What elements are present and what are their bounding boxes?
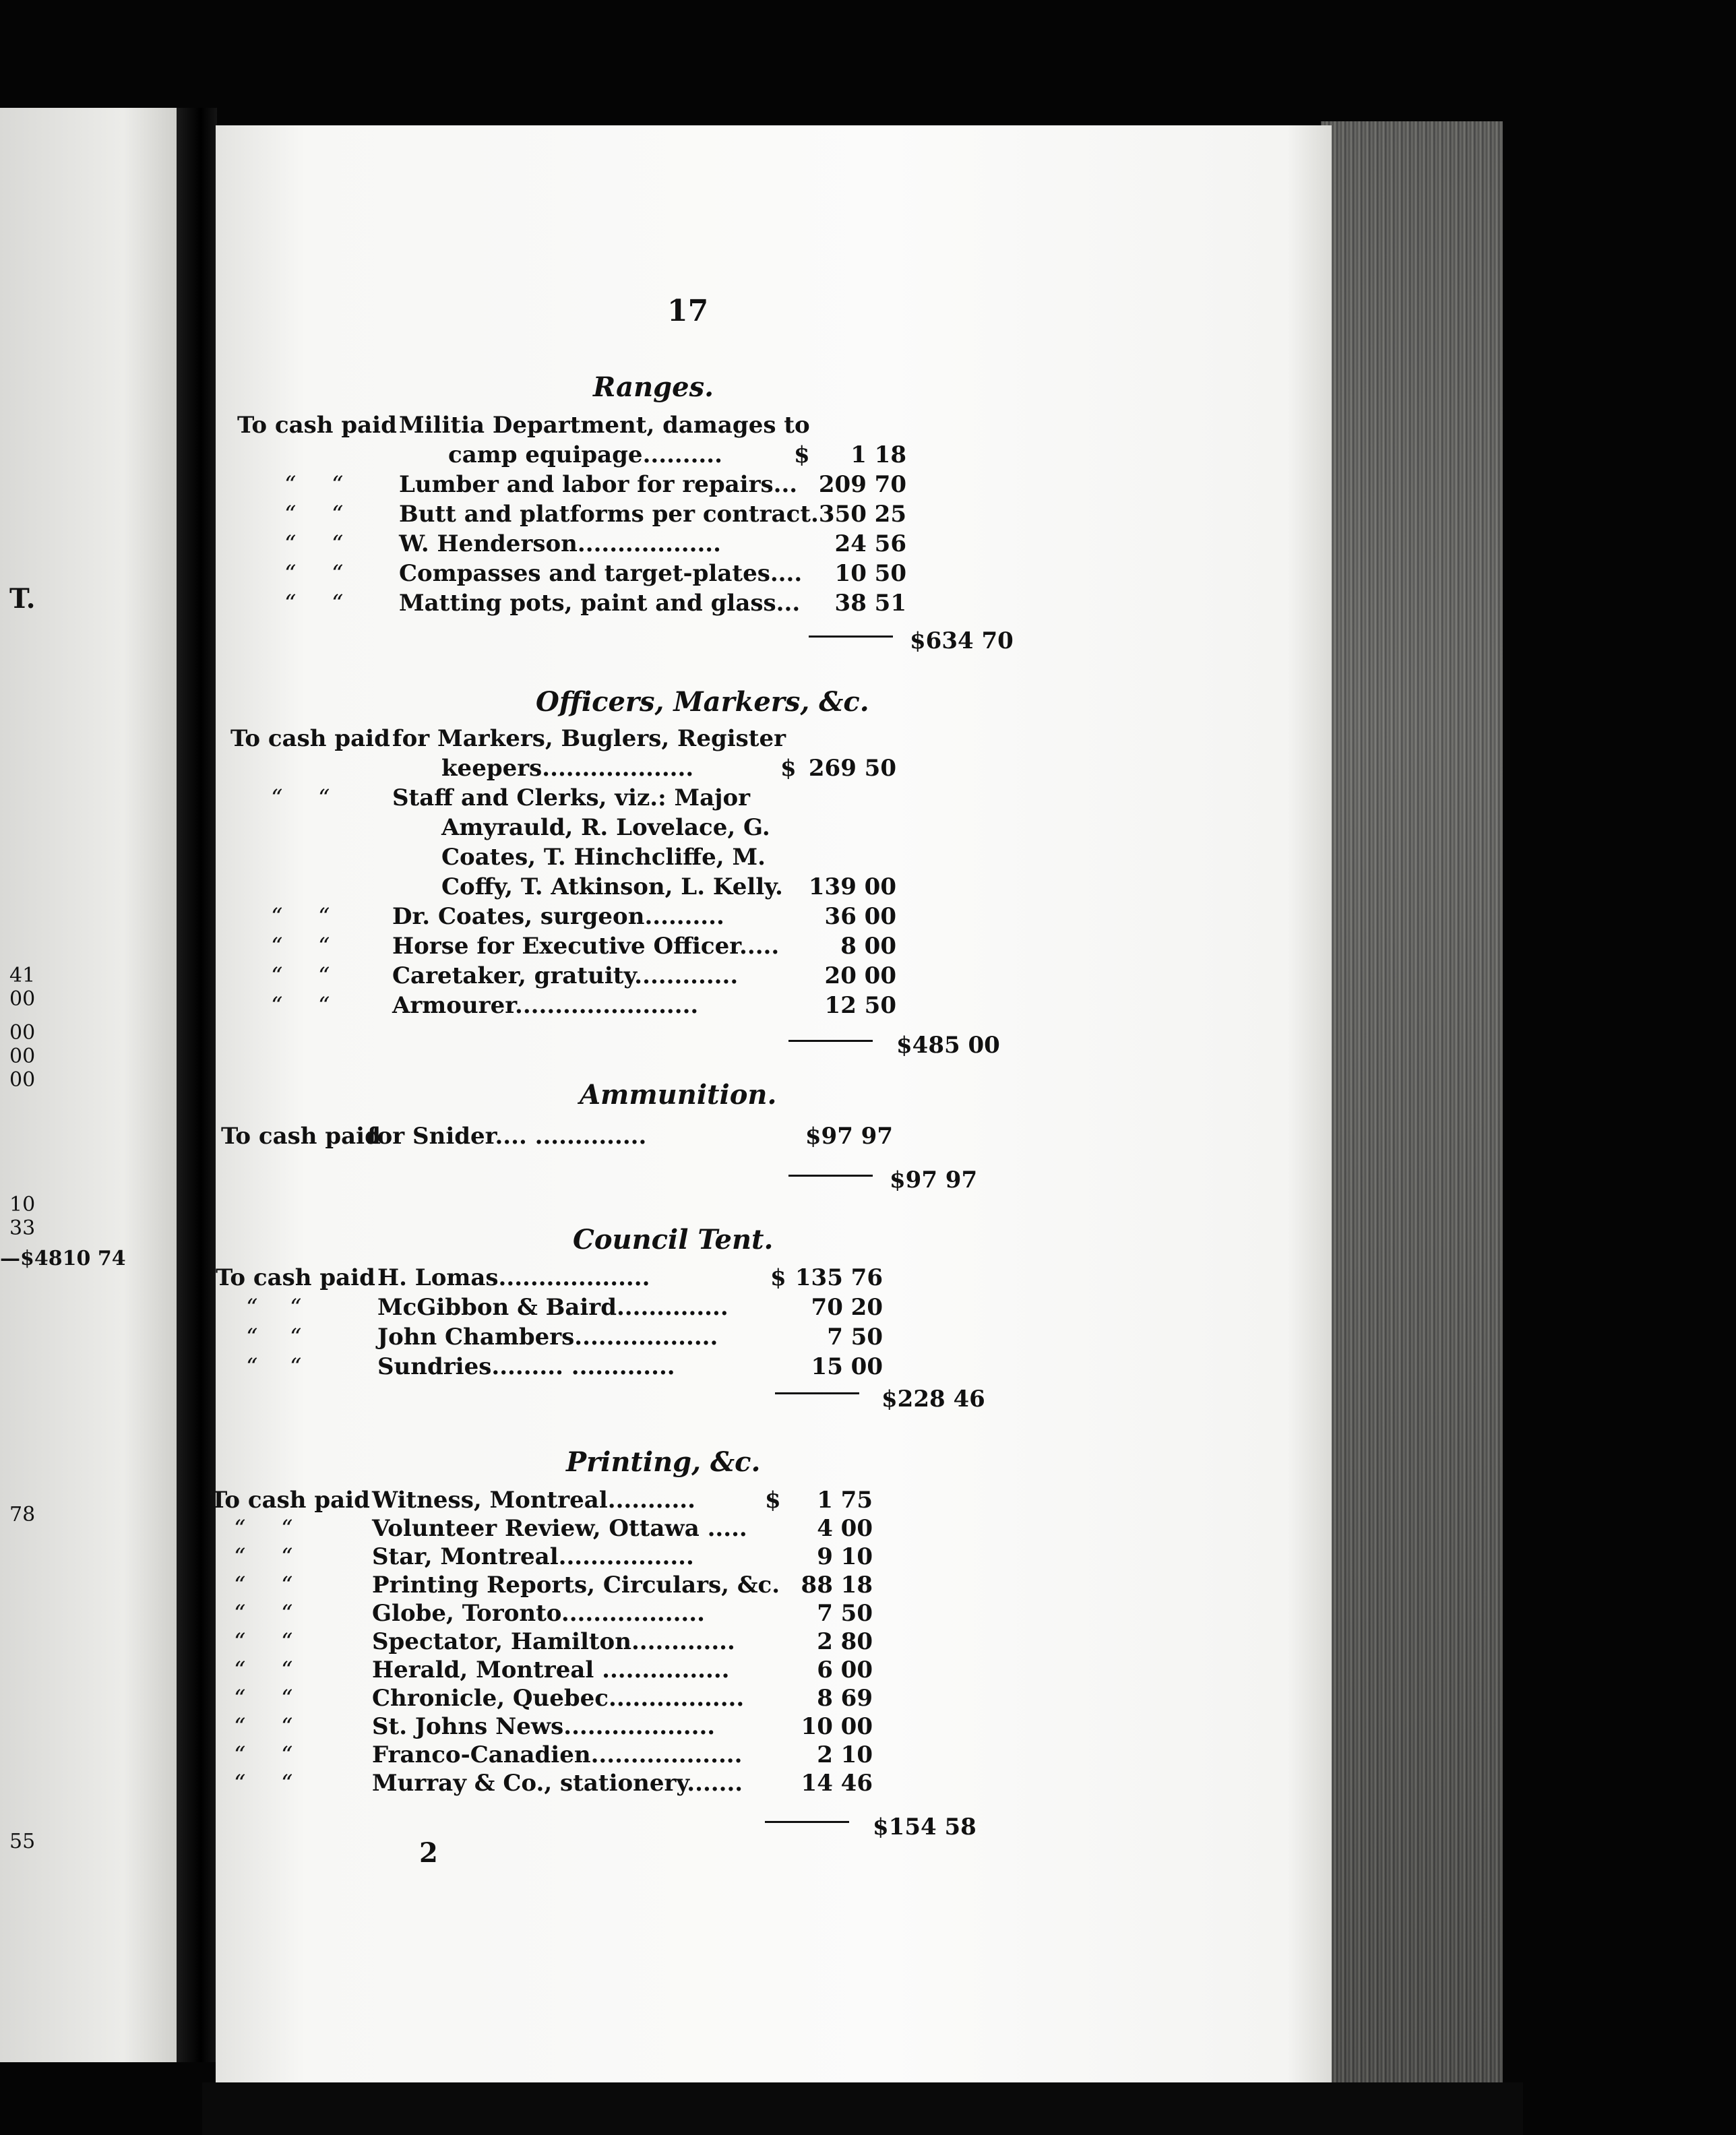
ledger-line — [230, 755, 1107, 786]
ditto-mark: “ — [318, 903, 330, 930]
signature-mark: 2 — [419, 1837, 438, 1869]
ditto-mark: “ — [234, 1572, 246, 1599]
ledger-line — [210, 1543, 1086, 1574]
line-description: Coates, T. Hinchcliffe, M. — [441, 844, 766, 871]
ledger-line — [237, 441, 1113, 472]
line-description: Amyrauld, R. Lovelace, G. — [441, 814, 770, 841]
line-description: Lumber and labor for repairs... — [399, 471, 798, 498]
ledger-line — [230, 903, 1107, 934]
line-amount: 70 20 — [811, 1294, 883, 1321]
ditto-mark: “ — [246, 1294, 258, 1321]
line-amount: 269 50 — [808, 755, 896, 782]
line-amount: 7 50 — [827, 1324, 883, 1351]
line-description: camp equipage.......... — [448, 441, 722, 468]
ledger-line — [230, 992, 1107, 1023]
line-description: Volunteer Review, Ottawa ..... — [372, 1515, 747, 1542]
ditto-mark: “ — [271, 962, 283, 989]
ledger-line — [237, 471, 1113, 502]
total-rule — [765, 1821, 849, 1823]
ledger-line — [210, 1600, 1086, 1631]
line-description: Printing Reports, Circulars, &c. — [372, 1572, 780, 1599]
ledger-line — [210, 1657, 1086, 1688]
ditto-mark: “ — [246, 1353, 258, 1380]
line-amount: 38 51 — [834, 590, 906, 617]
ledger-line — [237, 590, 1113, 621]
section-total: $97 97 — [890, 1167, 978, 1194]
page-number: 17 — [667, 294, 709, 328]
ditto-mark: “ — [246, 1324, 258, 1351]
line-amount: 1 18 — [850, 441, 906, 468]
ledger-line — [210, 1770, 1086, 1801]
line-description: Chronicle, Quebec................. — [372, 1685, 745, 1712]
total-rule — [809, 636, 893, 638]
ditto-mark: “ — [284, 590, 297, 617]
ditto-mark: “ — [290, 1324, 302, 1351]
ditto-mark: “ — [332, 590, 344, 617]
ditto-mark: “ — [318, 962, 330, 989]
line-prefix: To cash paid — [216, 1264, 375, 1291]
ledger-line — [210, 1487, 1086, 1518]
line-description: John Chambers.................. — [377, 1324, 718, 1351]
line-prefix: To cash paid — [210, 1487, 370, 1514]
ditto-mark: “ — [281, 1572, 293, 1599]
ledger-line — [216, 1294, 1092, 1325]
ledger-line — [210, 1515, 1086, 1546]
line-amount: 14 46 — [801, 1770, 873, 1797]
line-amount: 88 18 — [801, 1572, 873, 1599]
ledger-line — [221, 1123, 1097, 1154]
ledger-line — [230, 873, 1107, 904]
line-description: Armourer....................... — [392, 992, 699, 1019]
ditto-mark: “ — [271, 903, 283, 930]
left-facing-page — [0, 108, 177, 2062]
line-prefix: To cash paid — [230, 725, 390, 752]
line-amount: 6 00 — [817, 1657, 873, 1683]
ditto-mark: “ — [332, 560, 344, 587]
ditto-mark: “ — [271, 784, 283, 811]
line-description: keepers................... — [441, 755, 694, 782]
ledger-line — [210, 1685, 1086, 1716]
ditto-mark: “ — [234, 1515, 246, 1542]
ditto-mark: “ — [281, 1741, 293, 1768]
line-description: McGibbon & Baird.............. — [377, 1294, 728, 1321]
ditto-mark: “ — [281, 1657, 293, 1683]
ditto-mark: “ — [281, 1770, 293, 1797]
left-fragment: 41 — [9, 964, 36, 987]
line-description: Militia Department, damages to — [399, 412, 810, 439]
section-title: Officers, Markers, &c. — [536, 686, 869, 718]
section-title: Council Tent. — [573, 1224, 774, 1256]
ditto-mark: “ — [234, 1628, 246, 1655]
ledger-line — [216, 1324, 1092, 1355]
line-description: Globe, Toronto.................. — [372, 1600, 705, 1627]
line-description: Caretaker, gratuity............. — [392, 962, 739, 989]
line-description: Spectator, Hamilton............. — [372, 1628, 735, 1655]
line-amount: 8 00 — [840, 933, 896, 960]
ledger-line — [237, 530, 1113, 561]
line-description: Butt and platforms per contract. — [399, 501, 819, 528]
line-amount: 1 75 — [817, 1487, 873, 1514]
line-description: Herald, Montreal ................ — [372, 1657, 730, 1683]
line-description: Murray & Co., stationery....... — [372, 1770, 743, 1797]
line-description: Star, Montreal................. — [372, 1543, 694, 1570]
left-fragment: 10 — [9, 1193, 36, 1216]
line-prefix: To cash paid — [237, 412, 397, 439]
ditto-mark: “ — [284, 530, 297, 557]
ledger-line — [230, 933, 1107, 964]
left-fragment: 00 — [9, 1068, 36, 1092]
ditto-mark: “ — [318, 784, 330, 811]
ditto-mark: “ — [271, 992, 283, 1019]
line-description: Horse for Executive Officer..... — [392, 933, 780, 960]
left-fragment: 00 — [9, 1021, 36, 1045]
document-page — [210, 125, 1332, 2088]
line-amount: 7 50 — [817, 1600, 873, 1627]
line-description: Staff and Clerks, viz.: Major — [392, 784, 751, 811]
section-total: $485 00 — [896, 1032, 1000, 1059]
line-description: for Snider.... .............. — [367, 1123, 647, 1150]
section-total: $228 46 — [881, 1386, 985, 1413]
line-description: Coffy, T. Atkinson, L. Kelly. — [441, 873, 783, 900]
line-description: Dr. Coates, surgeon.......... — [392, 903, 724, 930]
left-fragment: T. — [9, 583, 36, 615]
line-amount: $97 97 — [805, 1123, 893, 1150]
ditto-mark: “ — [234, 1600, 246, 1627]
line-amount: 8 69 — [817, 1685, 873, 1712]
ditto-mark: “ — [234, 1657, 246, 1683]
section-title: Ammunition. — [580, 1079, 777, 1111]
dollar-sign: $ — [780, 755, 797, 782]
ledger-line — [237, 560, 1113, 591]
line-amount: 10 50 — [834, 560, 906, 587]
line-description: for Markers, Buglers, Register — [392, 725, 786, 752]
line-amount: 9 10 — [817, 1543, 873, 1570]
ditto-mark: “ — [234, 1741, 246, 1768]
ledger-line — [210, 1713, 1086, 1744]
line-amount: 20 00 — [824, 962, 896, 989]
line-amount: 10 00 — [801, 1713, 873, 1740]
ledger-line — [210, 1741, 1086, 1772]
total-rule — [788, 1040, 873, 1042]
line-description: Matting pots, paint and glass... — [399, 590, 801, 617]
ledger-line — [210, 1572, 1086, 1603]
ditto-mark: “ — [281, 1713, 293, 1740]
line-amount: 15 00 — [811, 1353, 883, 1380]
ledger-line — [210, 1628, 1086, 1659]
line-prefix: To cash paid — [221, 1123, 381, 1150]
ledger-line — [230, 962, 1107, 993]
line-amount: 139 00 — [808, 873, 896, 900]
line-amount: 350 25 — [818, 501, 906, 528]
line-amount: 4 00 — [817, 1515, 873, 1542]
ditto-mark: “ — [332, 530, 344, 557]
ledger-line — [230, 844, 1107, 875]
line-description: Sundries......... ............. — [377, 1353, 675, 1380]
left-fragment: 55 — [9, 1830, 36, 1853]
dollar-sign: $ — [765, 1487, 781, 1514]
line-amount: 36 00 — [824, 903, 896, 930]
ditto-mark: “ — [332, 471, 344, 498]
ledger-line — [237, 412, 1113, 443]
ditto-mark: “ — [281, 1685, 293, 1712]
left-fragment: 00 — [9, 1045, 36, 1068]
bottom-shadow — [202, 2082, 1523, 2135]
ledger-line — [230, 814, 1107, 845]
ditto-mark: “ — [284, 471, 297, 498]
left-fragment: 78 — [9, 1503, 36, 1526]
ditto-mark: “ — [281, 1600, 293, 1627]
ditto-mark: “ — [234, 1770, 246, 1797]
ditto-mark: “ — [290, 1353, 302, 1380]
ditto-mark: “ — [281, 1515, 293, 1542]
line-description: Compasses and target-plates.... — [399, 560, 803, 587]
left-fragment: —$4810 74 — [0, 1247, 126, 1270]
ditto-mark: “ — [234, 1713, 246, 1740]
dollar-sign: $ — [770, 1264, 786, 1291]
line-description: H. Lomas................... — [377, 1264, 650, 1291]
page-stack-edge — [1321, 121, 1503, 2089]
section-total: $634 70 — [910, 627, 1014, 654]
section-total: $154 58 — [873, 1814, 976, 1840]
total-rule — [775, 1392, 859, 1394]
line-amount: 12 50 — [824, 992, 896, 1019]
ledger-line — [216, 1264, 1092, 1295]
left-fragment: 33 — [9, 1216, 36, 1240]
left-fragment: 00 — [9, 987, 36, 1011]
section-title: Printing, &c. — [566, 1446, 761, 1478]
ditto-mark: “ — [332, 501, 344, 528]
line-amount: 2 10 — [817, 1741, 873, 1768]
line-description: Witness, Montreal........... — [372, 1487, 695, 1514]
ledger-line — [237, 501, 1113, 532]
ditto-mark: “ — [281, 1543, 293, 1570]
line-description: St. Johns News................... — [372, 1713, 716, 1740]
ditto-mark: “ — [290, 1294, 302, 1321]
ledger-line — [230, 784, 1107, 815]
line-description: W. Henderson.................. — [399, 530, 721, 557]
line-amount: 209 70 — [818, 471, 906, 498]
ledger-line — [230, 725, 1107, 756]
line-amount: 135 76 — [795, 1264, 883, 1291]
ditto-mark: “ — [284, 501, 297, 528]
line-amount: 2 80 — [817, 1628, 873, 1655]
total-rule — [788, 1175, 873, 1177]
ditto-mark: “ — [284, 560, 297, 587]
ditto-mark: “ — [271, 933, 283, 960]
page-content — [210, 125, 1332, 2088]
dollar-sign: $ — [794, 441, 810, 468]
ditto-mark: “ — [281, 1628, 293, 1655]
ditto-mark: “ — [318, 933, 330, 960]
line-amount: 24 56 — [834, 530, 906, 557]
section-title: Ranges. — [593, 371, 714, 403]
ditto-mark: “ — [318, 992, 330, 1019]
ditto-mark: “ — [234, 1685, 246, 1712]
line-description: Franco-Canadien................... — [372, 1741, 743, 1768]
ditto-mark: “ — [234, 1543, 246, 1570]
ledger-line — [216, 1353, 1092, 1384]
